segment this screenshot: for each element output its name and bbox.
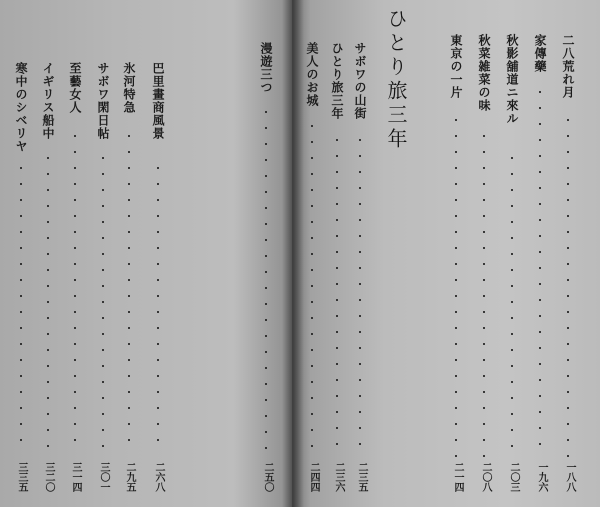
toc-leader-dots — [567, 112, 569, 457]
toc-page-number: 二一四 — [452, 462, 463, 492]
toc-leader-dots — [455, 112, 457, 457]
toc-page-number: 二六八 — [153, 462, 164, 492]
toc-page-number: 二九五 — [124, 462, 135, 492]
toc-leader-dots — [311, 118, 313, 457]
toc-leader-dots — [102, 150, 104, 455]
toc-entry-title: ひとり旅三年 — [330, 42, 344, 120]
toc-page-number: 三〇一 — [98, 462, 109, 492]
toc-leader-dots — [539, 84, 541, 457]
toc-page-number: 二三五 — [356, 462, 367, 492]
toc-leader-dots — [20, 160, 22, 455]
toc-page-number: 二四四 — [308, 462, 319, 492]
right-page — [259, 0, 600, 507]
toc-page-number: 二〇八 — [480, 462, 491, 492]
toc-entry-title: 秋影舖道ニ來ル — [505, 34, 519, 125]
toc-leader-dots — [336, 132, 338, 457]
toc-page-number: 三三五 — [16, 462, 27, 492]
toc-entry-title: 美人のお城 — [305, 42, 319, 107]
section-title: ひとり旅三年 — [384, 8, 408, 152]
toc-entry-title: 家傳藥 — [533, 34, 547, 73]
toc-entry-title: イギリス船中 — [41, 62, 55, 140]
toc-leader-dots — [359, 132, 361, 457]
toc-entry-title: 漫遊三つ — [259, 42, 273, 94]
toc-leader-dots — [157, 160, 159, 455]
left-page — [0, 0, 292, 507]
toc-page-number: 三一四 — [70, 462, 81, 492]
toc-page-number: 三二〇 — [43, 462, 54, 492]
toc-entry-title: サボワの山街 — [353, 42, 367, 120]
toc-leader-dots — [265, 104, 267, 457]
toc-entry-title: 寒中のシベリヤ — [14, 62, 28, 153]
toc-entry-title: 巴里畫商風景 — [151, 62, 165, 140]
toc-entry-title: 二八荒れ月 — [561, 34, 575, 99]
toc-page-number: 二五〇 — [262, 462, 273, 492]
toc-page-number: 一九六 — [536, 462, 547, 492]
toc-leader-dots — [511, 150, 513, 457]
toc-leader-dots — [74, 128, 76, 455]
toc-entry-title: 東京の一片 — [449, 34, 463, 99]
toc-leader-dots — [47, 150, 49, 455]
toc-page-number: 一八八 — [564, 462, 575, 492]
toc-leader-dots — [483, 128, 485, 457]
toc-entry-title: 氷河特急 — [122, 62, 136, 114]
toc-entry-title: 至藝女人 — [68, 62, 82, 114]
book-gutter — [282, 0, 304, 507]
toc-entry-title: サボワ閑日帖 — [96, 62, 110, 140]
toc-page-number: 二三六 — [333, 462, 344, 492]
toc-page-number: 二〇三 — [508, 462, 519, 492]
toc-leader-dots — [128, 128, 130, 455]
toc-entry-title: 秋菜雑菜の味 — [477, 34, 491, 112]
